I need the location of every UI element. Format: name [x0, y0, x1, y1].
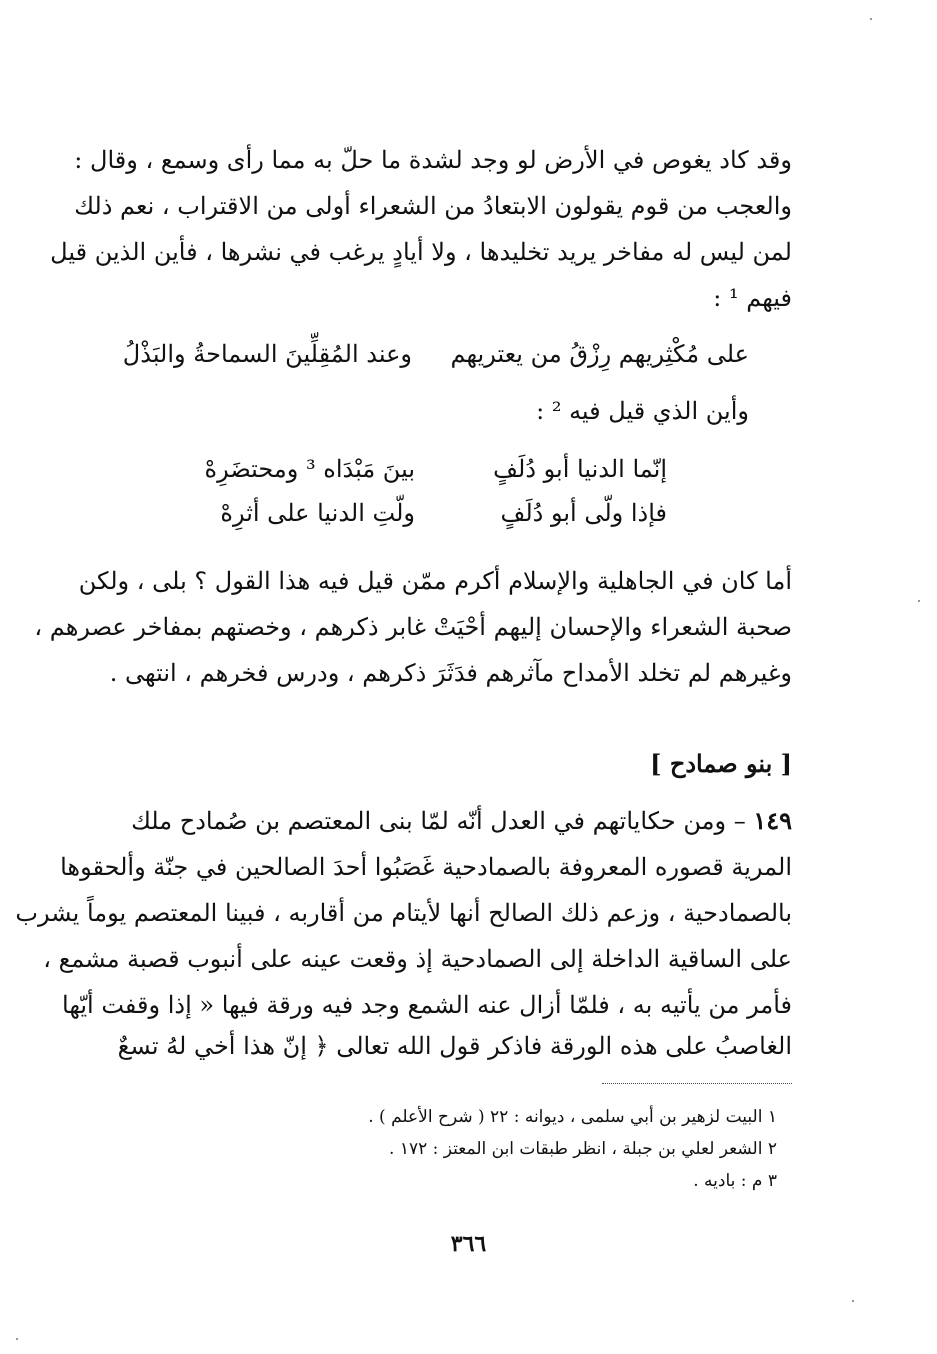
verse-hemistich-left: وعند المُقِلِّينَ السماحةُ والبَذْلُ: [122, 340, 412, 368]
text-line: أما كان في الجاهلية والإسلام أكرم ممّن قيل فيه هذا القول ؟ بلى ، ولكن: [78, 567, 792, 595]
text-line: المرية قصوره المعروفة بالصمادحية غَصَبُوا أحدَ الصالحين في جنّة وألحقوها: [60, 853, 792, 881]
text-line: على الساقية الداخلة إلى الصمادحية إذ وقعت عينه على أنبوب قصبة مشمع ،: [43, 945, 792, 973]
text-line: فأمر من يأتيه به ، فلمّا أزال عنه الشمع وجد فيه ورقة فيها « إذا وقفت أيّها: [62, 991, 792, 1019]
paragraph-first-line: – ومن حكاياتهم في العدل أنّه لمّا بنى المعتصم بن صُمادح ملك: [131, 807, 754, 835]
footnote: ١ البيت لزهير بن أبي سلمى ، ديوانه : ٢٢ ( شرح الأعلم ) .: [368, 1107, 777, 1127]
footnote-divider: [602, 1083, 792, 1084]
verse-hemistich-right: فإذا ولّى أبو دُلَفٍ: [500, 499, 667, 527]
scan-speck: [918, 600, 920, 602]
verse-intro: وأين الذي قيل فيه ² :: [536, 397, 749, 425]
verse-hemistich-right: على مُكْثِريهم رِزْقُ من يعتريهم: [450, 340, 749, 368]
scan-speck: [16, 1338, 18, 1340]
text-line: لمن ليس له مفاخر يريد تخليدها ، ولا أيادٍ يرغب في نشرها ، فأين الذين قيل: [50, 238, 792, 266]
text-line: الغاصبُ على هذه الورقة فاذكر قول الله تعالى ﴿ إنّ هذا أخي لهُ تسعٌ: [117, 1032, 792, 1060]
page-number: ٣٦٦: [450, 1231, 487, 1257]
text-line: والعجب من قوم يقولون الابتعادُ من الشعراء أولى من الاقتراب ، نعم ذلك: [74, 192, 792, 220]
text-line: صحبة الشعراء والإحسان إليهم أحْيَتْ غابر ذكرهم ، وخصتهم بمفاخر عصرهم ،: [34, 613, 792, 641]
footnote: ٢ الشعر لعلي بن جبلة ، انظر طبقات ابن المعتز : ١٧٢ .: [389, 1139, 777, 1159]
text-line: [131, 806, 792, 835]
text-line: وقد كاد يغوص في الأرض لو وجد لشدة ما حلّ به مما رأى وسمع ، وقال :: [74, 146, 792, 174]
verse-hemistich-left: بينَ مَبْدَاه ³ ومحتضَرِهْ: [204, 455, 415, 483]
section-heading: [ بنو صمادح ]: [650, 749, 792, 778]
paragraph-number: ١٤٩: [753, 806, 792, 835]
footnote: ٣ م : باديه .: [693, 1171, 777, 1191]
scan-speck: [852, 1300, 854, 1302]
verse-hemistich-left: ولّتِ الدنيا على أثرِهْ: [220, 499, 415, 527]
text-line: بالصمادحية ، وزعم ذلك الصالح أنها لأيتام من أقاربه ، فبينا المعتصم يوماً يشرب: [15, 899, 792, 927]
verse-hemistich-right: إنّما الدنيا أبو دُلَفٍ: [493, 455, 667, 483]
text-line: فيهم ¹ :: [713, 284, 792, 312]
scan-speck: [870, 18, 872, 20]
text-line: وغيرهم لم تخلد الأمداح مآثرهم فدَثَرَ ذكرهم ، ودرس فخرهم ، انتهى .: [109, 659, 792, 687]
